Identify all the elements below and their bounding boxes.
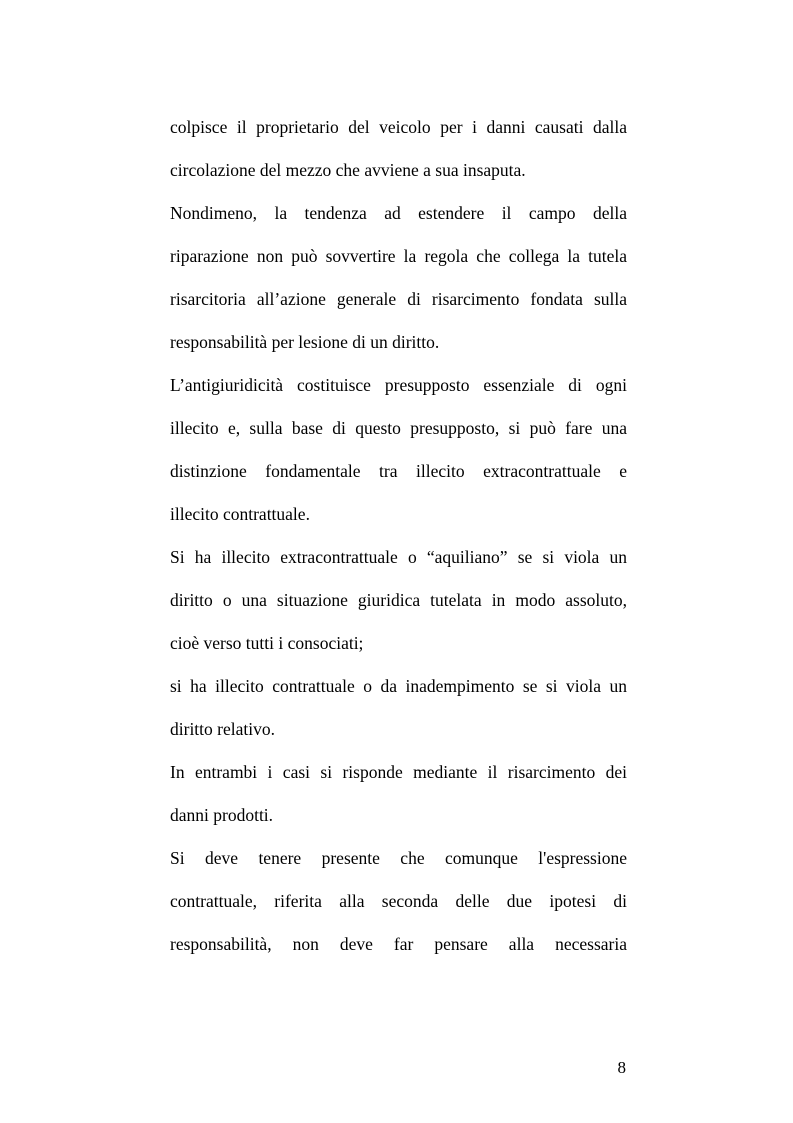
- page-number: 8: [617, 1058, 626, 1077]
- text-line: riparazione non può sovvertire la regola che collega la tutela: [170, 246, 627, 266]
- text-line: Nondimeno, la tendenza ad estendere il campo della: [170, 203, 627, 223]
- text-line: contrattuale, riferita alla seconda delle due ipotesi di: [170, 891, 627, 911]
- text-line: risarcitoria all’azione generale di risarcimento fondata sulla: [170, 289, 627, 309]
- text-line: colpisce il proprietario del veicolo per i danni causati dalla: [170, 117, 627, 137]
- text-line: illecito e, sulla base di questo presupposto, si può fare una: [170, 418, 627, 438]
- text-line: In entrambi i casi si risponde mediante il risarcimento dei: [170, 762, 627, 782]
- text-line: circolazione del mezzo che avviene a sua insaputa.: [170, 160, 526, 180]
- text-line: illecito contrattuale.: [170, 504, 310, 524]
- text-line: Si deve tenere presente che comunque l'espressione: [170, 848, 627, 868]
- text-line: diritto relativo.: [170, 719, 275, 739]
- text-line: L’antigiuridicità costituisce presupposto essenziale di ogni: [170, 375, 627, 395]
- text-line: si ha illecito contrattuale o da inadempimento se si viola un: [170, 676, 627, 696]
- text-line: responsabilità per lesione di un diritto.: [170, 332, 440, 352]
- text-line: diritto o una situazione giuridica tutelata in modo assoluto,: [170, 590, 627, 610]
- text-line: cioè verso tutti i consociati;: [170, 633, 364, 653]
- text-line: danni prodotti.: [170, 805, 274, 825]
- text-line: responsabilità, non deve far pensare alla necessaria: [170, 934, 627, 954]
- text-line: Si ha illecito extracontrattuale o “aquiliano” se si viola un: [170, 547, 627, 567]
- text-line: distinzione fondamentale tra illecito extracontrattuale e: [170, 461, 627, 481]
